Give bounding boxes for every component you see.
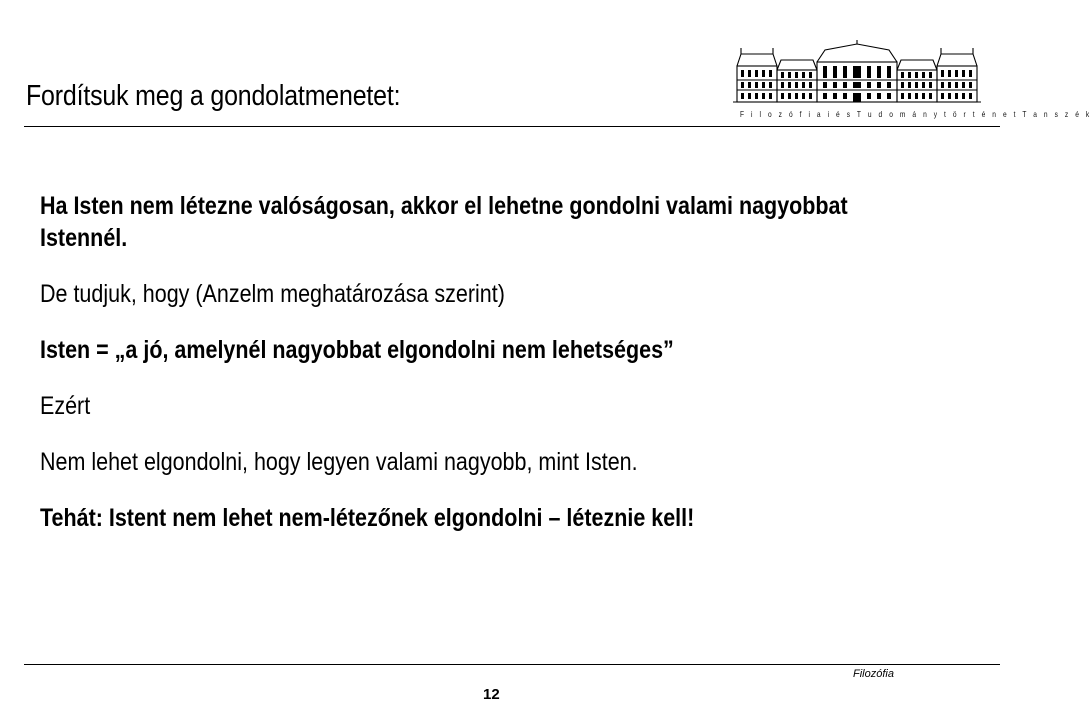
slide-body xyxy=(40,190,940,558)
paragraph-2: De tudjuk, hogy (Anzelm meghatározása szerint) xyxy=(40,280,505,308)
department-caption: F i l o z ó f i a i é s T u d o m á n y t ö r t é n e t T a n s z é k xyxy=(740,109,1092,119)
paragraph-6: Tehát: Istent nem lehet nem-létezőnek elgondolni – léteznie kell! xyxy=(40,504,695,532)
footer-label: Filozófia xyxy=(853,668,894,680)
paragraph-5: Nem lehet elgondolni, hogy legyen valami nagyobb, mint Isten. xyxy=(40,448,638,476)
page-number: 12 xyxy=(483,686,500,703)
paragraph-1: Ha Isten nem létezne valóságosan, akkor el lehetne gondolni valami nagyobbat Istennél. xyxy=(40,192,848,252)
slide-title: Fordítsuk meg a gondolatmenetet: xyxy=(26,80,401,112)
paragraph-3: Isten = „a jó, amelynél nagyobbat elgondolni nem lehetséges” xyxy=(40,336,674,364)
building-icon xyxy=(727,44,987,110)
header-divider xyxy=(24,126,1000,127)
paragraph-4: Ezért xyxy=(40,392,91,420)
footer-divider xyxy=(24,664,1000,665)
